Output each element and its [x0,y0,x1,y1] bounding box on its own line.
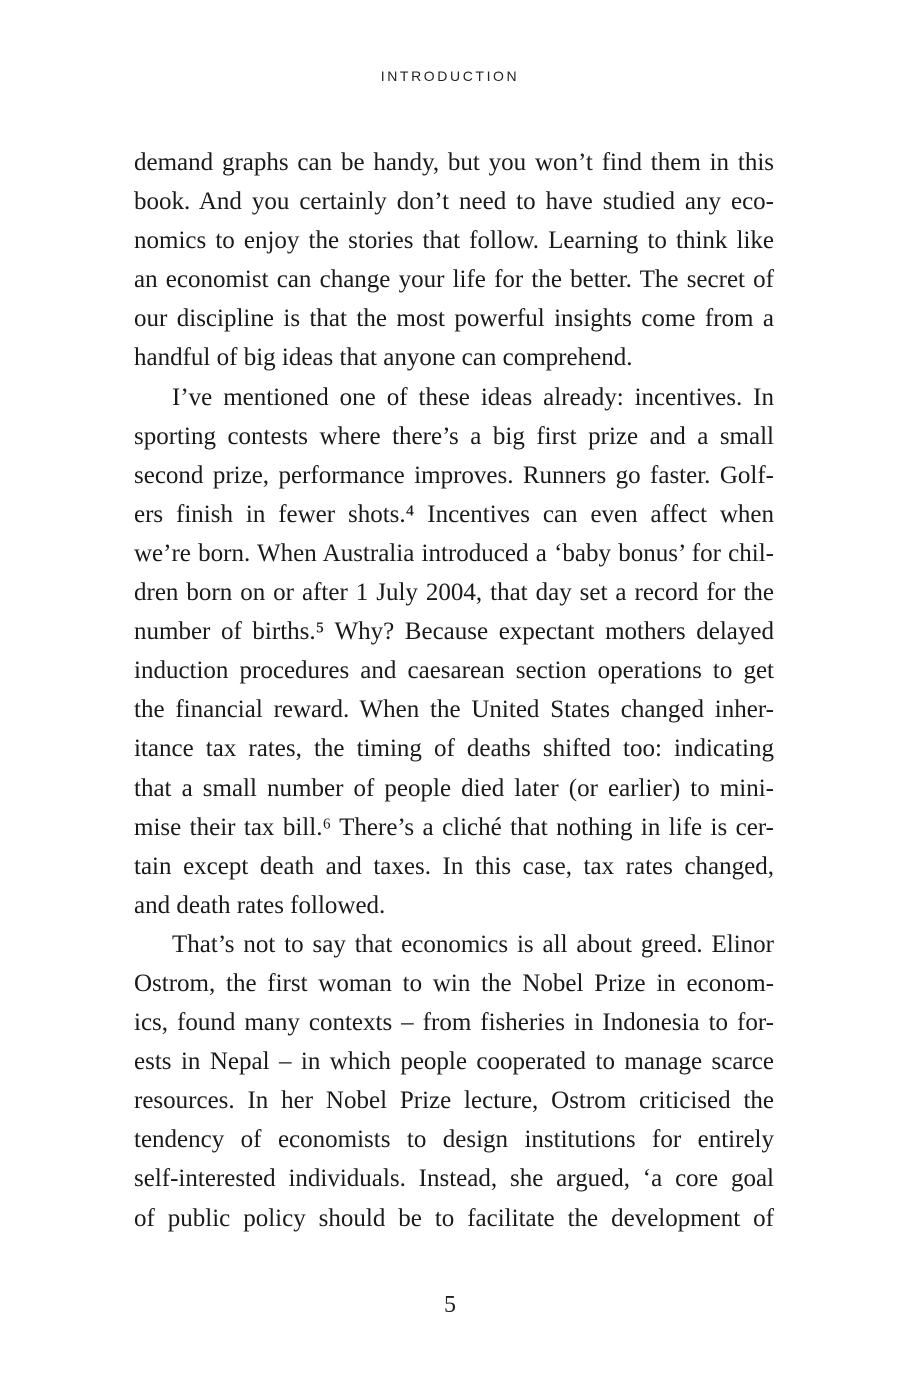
text-line: an economist can change your life for the better. The secret of [134,266,774,294]
text-line: our discipline is that the most powerful insights come from a [134,305,774,333]
text-line: second prize, performance improves. Runners go faster. Golf- [134,461,774,489]
text-line: number of births.⁵ Why? Because expectant mothers delayed [134,618,774,646]
text-line: sporting contests where there’s a big first prize and a small [134,422,774,450]
text-line: ics, found many contexts – from fisheries in Indonesia to for- [134,1009,774,1037]
text-line: demand graphs can be handy, but you won’t find them in this [134,149,774,176]
text-line: and death rates followed. [134,891,386,919]
text-line: handful of big ideas that anyone can comprehend. [134,344,633,372]
page-number: 5 [444,1292,456,1318]
text-line: ers finish in fewer shots.⁴ Incentives can even affect when [134,500,774,528]
text-line: dren born on or after 1 July 2004, that day set a record for the [134,579,774,607]
text-line: mise their tax bill.⁶ There’s a cliché that nothing in life is cer- [134,813,774,841]
text-line: nomics to enjoy the stories that follow. Learning to think like [134,227,774,255]
text-line: tain except death and taxes. In this case, tax rates changed, [134,852,774,880]
running-head: INTRODUCTION [380,68,520,84]
text-line: I’ve mentioned one of these ideas already: incentives. In [172,383,774,411]
text-line: self-interested individuals. Instead, she argued, ‘a core goal [134,1165,774,1193]
text-line: resources. In her Nobel Prize lecture, Ostrom criticised the [134,1087,774,1115]
text-line: of public policy should be to facilitate the development of [134,1204,774,1232]
text-line: Ostrom, the first woman to win the Nobel Prize in econom- [134,969,774,997]
text-line: induction procedures and caesarean section operations to get [134,657,774,685]
body-text [134,143,774,1238]
text-line: ests in Nepal – in which people cooperated to manage scarce [134,1048,774,1076]
text-line: book. And you certainly don’t need to have studied any eco- [134,188,774,216]
text-line: That’s not to say that economics is all about greed. Elinor [172,930,774,958]
text-line: we’re born. When Australia introduced a ‘baby bonus’ for chil- [134,539,774,567]
text-line: the financial reward. When the United States changed inher- [134,696,774,724]
text-line: itance tax rates, the timing of deaths shifted too: indicating [134,735,774,763]
text-line: tendency of economists to design institutions for entirely [134,1126,774,1154]
text-line: that a small number of people died later (or earlier) to mini- [134,774,774,802]
